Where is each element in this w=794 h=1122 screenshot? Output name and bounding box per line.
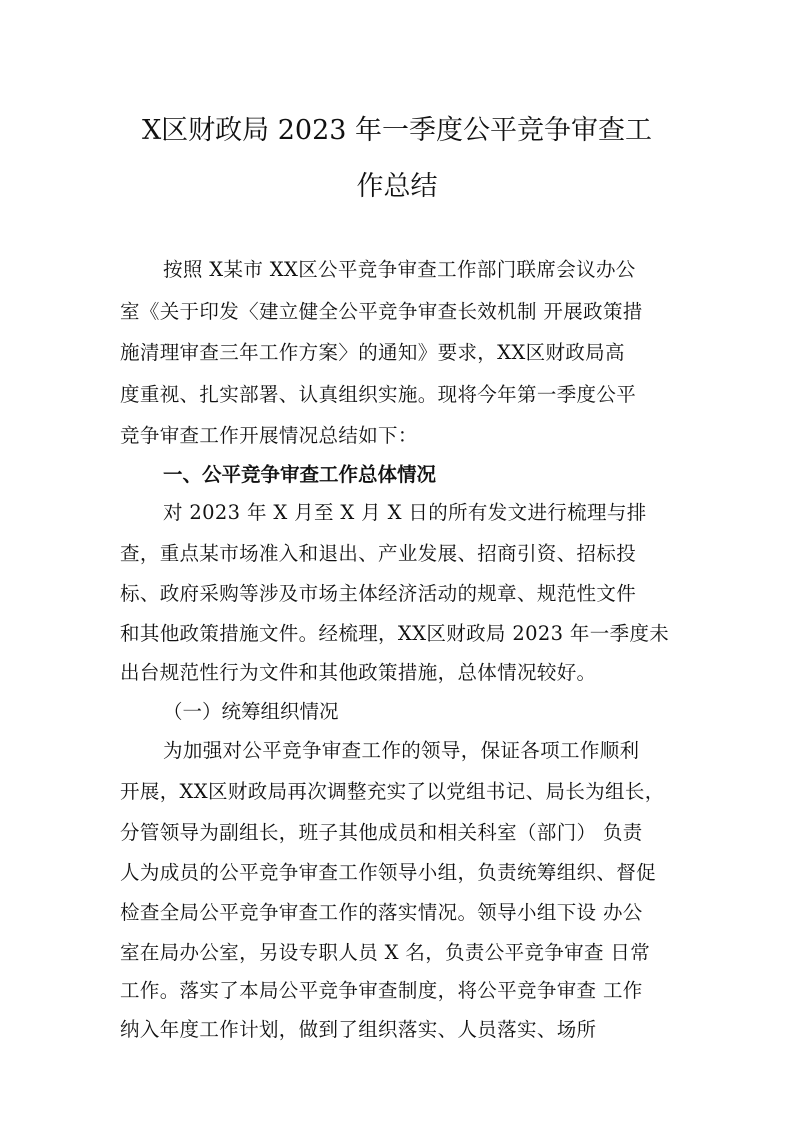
subsection1-line: 室在局办公室，另设专职人员 X 名，负责公平竞争审查 日常 — [120, 941, 651, 964]
subsection1-line: 检查全局公平竞争审查工作的落实情况。领导小组下设 办公 — [120, 901, 643, 924]
section1-line: 和其他政策措施文件。经梳理，XX区财政局 2023 年一季度未 — [120, 622, 670, 645]
section-heading: 一、公平竞争审查工作总体情况 — [163, 463, 437, 486]
subsection1-line: 人为成员的公平竞争审查工作领导小组，负责统筹组织、督促 — [120, 861, 656, 884]
subsection1-line: 为加强对公平竞争审查工作的领导，保证各项工作顺利 — [163, 739, 640, 762]
subsection1-line: 开展，XX区财政局再次调整充实了以党组书记、局长为组长， — [120, 780, 665, 803]
subsection1-line: 纳入年度工作计划，做到了组织落实、人员落实、场所 — [120, 1018, 597, 1041]
intro-line: 度重视、扎实部署、认真组织实施。现将今年第一季度公平 — [120, 383, 637, 406]
intro-line: 按照 X某市 XX区公平竞争审查工作部门联席会议办公 — [163, 258, 636, 281]
intro-line: 竞争审查工作开展情况总结如下： — [120, 424, 418, 447]
intro-line: 施清理审查三年工作方案〉的通知》要求，XX区财政局高 — [120, 341, 625, 364]
document-title-line-2: 作总结 — [356, 171, 438, 202]
section1-line: 对 2023 年 X 月至 X 月 X 日的所有发文进行梳理与排 — [163, 501, 647, 524]
subsection1-line: 工作。落实了本局公平竞争审查制度，将公平竞争审查 工作 — [120, 979, 643, 1002]
subsection1-line: 分管领导为副组长，班子其他成员和相关科室（部门） 负责 — [120, 821, 643, 844]
section1-line: 查，重点某市场准入和退出、产业发展、招商引资、招标投 — [120, 542, 637, 565]
section1-line: 出台规范性行为文件和其他政策措施，总体情况较好。 — [120, 661, 597, 684]
subsection-heading: （一）统筹组织情况 — [163, 700, 339, 723]
document-title-line-1: X区财政局 2023 年一季度公平竞争审查工 — [141, 115, 653, 146]
section1-line: 标、政府采购等涉及市场主体经济活动的规章、规范性文件 — [120, 582, 637, 605]
intro-line: 室《关于印发〈建立健全公平竞争审查长效机制 开展政策措 — [120, 300, 643, 323]
